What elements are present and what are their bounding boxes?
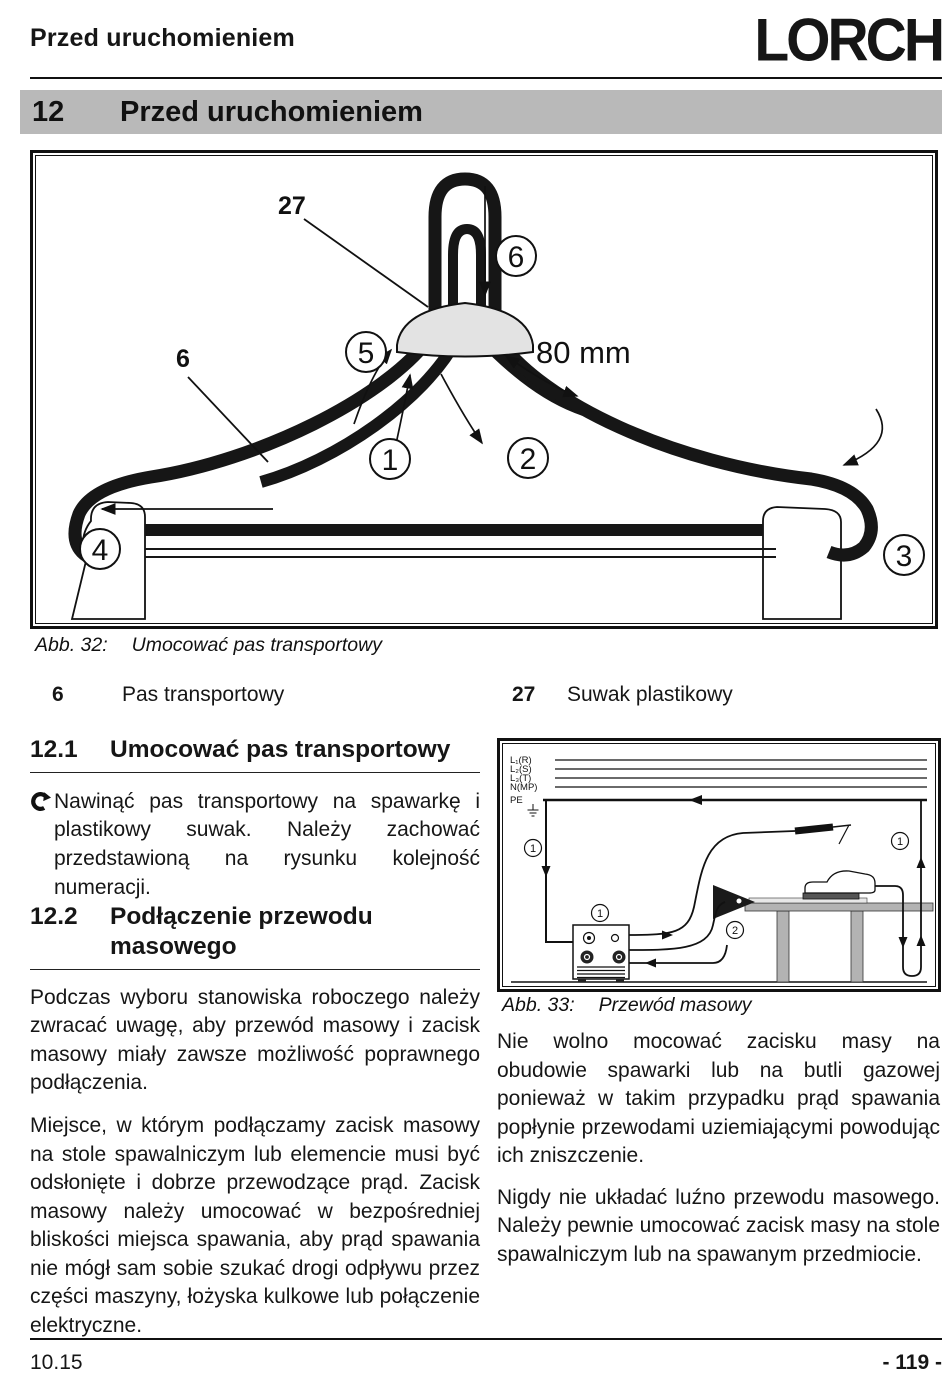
paragraph-workplace: Podczas wyboru stanowiska roboczego należy zwracać uwagę, aby przewód masowy i zacisk masowy miały zawsze możliwość poprawnego podłączenia. [30,985,480,1095]
footer-rule [30,1338,942,1340]
arrow-down-left [542,866,551,877]
part-label-27: 27 [278,192,306,220]
figure-33-caption-text: Przewód masowy [598,994,752,1016]
arrow-up-1 [917,857,926,868]
electrode-holder [795,825,851,844]
plastic-slider [397,303,533,357]
pe-arrow-left [689,795,702,805]
ground-symbol [528,804,539,816]
strap-horizontal [145,530,776,557]
right-handle [763,507,841,619]
bus-label-pe: PE [510,795,523,806]
action-arrow-icon [30,788,54,902]
figure-32-caption-label: Abb. 32: [35,634,108,656]
instruction-bullet [30,788,480,902]
heading-12-1-number: 12.1 [30,736,78,763]
legend-num-27: 27 [512,683,536,706]
step-1: 1 [381,444,399,477]
paragraph-no-loose-cable: Nigdy nie układać luźno przewodu masowego. Należy pewnie umocować zacisk masy na stole spawalniczym lub na spawanym przedmiocie. [497,1185,940,1266]
figure-32-caption-text: Umocować pas transportowy [131,634,382,656]
grinder [803,871,875,899]
bus-label-n: N(MP) [510,782,538,793]
section-title: Przed uruchomieniem [120,96,423,128]
circle-1-right: 1 [896,836,904,848]
heading-12-1 [30,735,480,773]
arrow-down-cable [899,937,908,948]
figure-33-caption [502,994,751,1017]
heading-12-1-title: Umocować pas transportowy [110,736,451,763]
figure-32-transport-strap [30,150,938,629]
lorch-logo: LORCH [754,7,942,75]
header-rule [30,77,942,79]
clamp-cable [629,902,725,950]
electrode-cable [629,831,795,935]
circle-1-machine: 1 [596,908,604,920]
step-6: 6 [507,241,525,274]
right-column [497,1028,940,1269]
dimension-80mm: 80 mm [536,335,631,370]
ground-clamp [713,885,755,919]
figure-33-ground-cable [497,738,941,992]
legend-label-6: Pas transportowy [122,683,285,706]
heading-12-2-title: Podłączenie przewodu masowego [110,903,373,960]
parts-legend [0,683,950,709]
step-2: 2 [519,443,537,476]
ground-cable-diagram [503,744,935,986]
transport-strap-diagram [36,156,932,623]
part-label-6: 6 [176,345,190,373]
paragraph-clamp-place: Miejsce, w którym podłączamy zacisk masowy na stole spawalniczym lub elemencie musi być odsłonięte i dobrze przewodzące prąd. Zacisk masowy należy umocować w bezpośredniej bliskości miejsca spawania, aby prąd spawania nie mógł sam sobie szukać drogi odpływu przez części maszyny, łożyska kulkowe lub połączenie elektryczne. [30,1114,480,1337]
step-3: 3 [895,540,913,573]
bus-label-l3: L₃(T) [510,773,532,784]
section-number: 12 [32,96,65,128]
figure-32-caption [35,634,382,657]
heading-12-2 [30,902,480,970]
bus-label-l2: L₂(S) [510,764,532,775]
instruction-text: Nawinąć pas transportowy na spawarkę i plastikowy suwak. Należy zachować przedstawioną na rysunku kolejność numeracji. [54,789,480,899]
pe-drop-left [546,800,573,942]
arrow-left-cable [645,959,656,968]
grinder-cable [875,801,921,976]
footer-revision: 10.15 [30,1351,83,1374]
heading-12-2-number: 12.2 [30,903,78,931]
welding-machine [573,925,629,982]
mains-bus [543,760,927,800]
legend-num-6: 6 [52,683,64,706]
circle-1-left: 1 [529,843,537,855]
footer-page-number: - 119 - [882,1351,942,1374]
left-column [30,735,480,1340]
figure-33-caption-label: Abb. 33: [502,994,575,1016]
running-title: Przed uruchomieniem [30,24,295,52]
circle-2-clamp: 2 [731,925,739,937]
step-4: 4 [91,534,109,567]
section-heading-bar [20,90,942,134]
step-5: 5 [357,337,375,370]
arrow-up-2 [917,935,926,946]
paragraph-no-clamp-housing: Nie wolno mocować zacisku masy na obudowie spawarki lub na butli gazowej ponieważ w takim przypadku prąd spawania popłynie przewodami uziemiającymi powodując ich zniszczenie. [497,1030,940,1168]
bus-label-l1: L₁(R) [510,755,532,766]
legend-label-27: Suwak plastikowy [567,683,733,706]
